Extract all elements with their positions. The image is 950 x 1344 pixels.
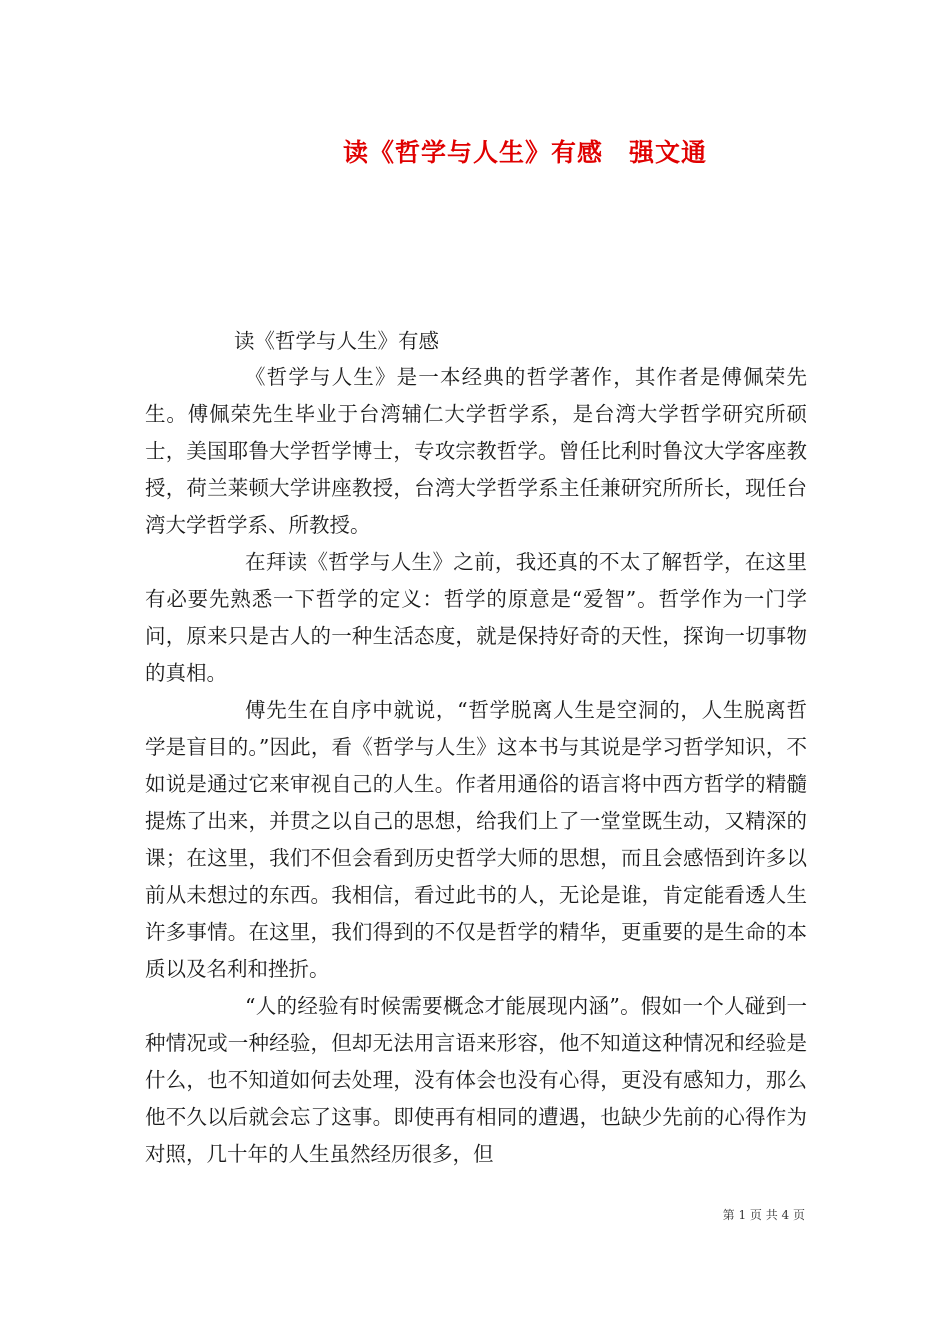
paragraph: 《哲学与人生》是一本经典的哲学著作，其作者是傅佩荣先生。傅佩荣先生毕业于台湾辅仁大学哲学系，是台湾大学哲学研究所硕士，美国耶鲁大学哲学博士，专攻宗教哲学。曾任比利时鲁汶大学客座教授，荷兰莱顿大学讲座教授，台湾大学哲学系主任兼研究所所长，现任台湾大学哲学系、所教授。 (145, 365, 807, 537)
paragraph: 在拜读《哲学与人生》之前，我还真的不太了解哲学，在这里有必要先熟悉一下哲学的定义：哲学的原意是“爱智”。哲学作为一门学问，原来只是古人的一种生活态度，就是保持好奇的天性，探询一切事物的真相。 (145, 550, 807, 685)
paragraph: 傅先生在自序中就说，“哲学脱离人生是空洞的，人生脱离哲学是盲目的。”因此，看《哲学与人生》这本书与其说是学习哲学知识，不如说是通过它来审视自己的人生。作者用通俗的语言将中西方哲学的精髓提炼了出来，并贯之以自己的思想，给我们上了一堂堂既生动，又精深的课；在这里，我们不但会看到历史哲学大师的思想，而且会感悟到许多以前从未想过的东西。我相信，看过此书的人，无论是谁，肯定能看透人生许多事情。在这里，我们得到的不仅是哲学的精华，更重要的是生命的本质以及名利和挫折。 (145, 698, 807, 981)
document-body (145, 323, 807, 1173)
page-number-footer: 第 1 页 共 4 页 (722, 1208, 805, 1222)
document-subtitle: 读《哲学与人生》有感 (234, 329, 439, 353)
document-title: 读《哲学与人生》有感 强文通 (342, 138, 707, 167)
paragraph: “人的经验有时候需要概念才能展现内涵”。假如一个人碰到一种情况或一种经验，但却无法用言语来形容，他不知道这种情况和经验是什么，也不知道如何去处理，没有体会也没有心得，更没有感知力，那么他不久以后就会忘了这事。即使再有相同的遭遇，也缺少先前的心得作为对照，几十年的人生虽然经历很多，但 (145, 994, 807, 1166)
